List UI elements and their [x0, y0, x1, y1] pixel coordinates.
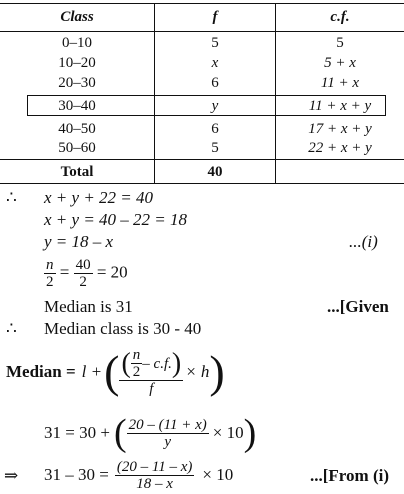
equation-y: y = 18 – x	[44, 232, 114, 251]
row-0-cf: 5	[336, 35, 344, 51]
fraction-numerator: 40	[75, 257, 91, 273]
times-ten: × 10	[212, 423, 244, 442]
table-header-rule	[0, 31, 404, 32]
row-2-f: 6	[211, 75, 219, 91]
total-label: Total	[60, 164, 94, 180]
fraction-denominator: f	[149, 381, 154, 397]
equals-sign: =	[59, 262, 70, 282]
equation-result: = 20	[96, 262, 128, 282]
header-cf: c.f.	[330, 9, 350, 25]
row-3-class: 30–40	[58, 98, 96, 114]
therefore-symbol-1: ∴	[6, 188, 17, 207]
given-reference: ...[Given	[327, 297, 389, 316]
formula-numerator: ( $\frac{n}{2}$ – c.f. )	[121, 347, 182, 380]
equation-xy: x + y = 40 – 22 = 18	[44, 210, 188, 229]
row-1-f: x	[211, 55, 219, 71]
final-fraction	[115, 459, 195, 492]
fraction-numerator: n	[46, 257, 54, 273]
formula-l: l +	[81, 362, 103, 381]
substitution-lhs: 31 = 30 +	[44, 423, 110, 442]
median-formula-label: Median =	[6, 362, 76, 381]
times-ten: × 10	[202, 465, 234, 484]
row-4-cf: 17 + x + y	[308, 121, 372, 137]
fraction-denominator: 2	[132, 364, 141, 380]
row-2-cf: 11 + x	[320, 75, 360, 91]
left-big-paren: (	[104, 346, 120, 397]
left-paren: (	[113, 412, 127, 454]
n-over-2-fraction	[44, 257, 56, 290]
table-bottom-rule	[0, 183, 404, 184]
equation-sum: x + y + 22 = 40	[44, 188, 154, 207]
row-3-cf: 11 + x + y	[308, 98, 372, 114]
from-i-reference: ...[From (i)	[310, 466, 389, 485]
fraction-denominator: y	[164, 433, 172, 450]
fraction-denominator: 2	[46, 274, 54, 290]
forty-over-2-fraction	[74, 257, 93, 290]
row-1-cf: 5 + x	[324, 55, 356, 71]
row-2-class: 20–30	[58, 75, 96, 91]
formula-times-h: × h	[185, 362, 210, 381]
formula-minus-cf: – c.f.	[142, 355, 172, 372]
row-4-f: 6	[211, 121, 219, 137]
fraction-numerator: (20 – 11 – x)	[116, 458, 193, 475]
row-0-class: 0–10	[62, 35, 92, 51]
n-over-2-equation	[44, 257, 128, 290]
final-equation	[44, 456, 233, 494]
frequency-table	[0, 0, 404, 184]
row-1-class: 10–20	[58, 55, 96, 71]
formula-n-over-2	[131, 347, 143, 380]
right-big-paren: )	[209, 346, 225, 397]
median-formula	[6, 344, 225, 400]
median-given-text: Median is 31	[44, 297, 133, 316]
therefore-symbol-2: ∴	[6, 319, 17, 338]
header-class: Class	[60, 9, 94, 25]
formula-main-fraction	[119, 347, 183, 397]
table-top-rule	[0, 3, 404, 4]
row-5-f: 5	[211, 140, 219, 156]
substitution-equation	[44, 410, 256, 456]
row-3-f: y	[211, 98, 219, 114]
table-total-rule	[0, 159, 404, 160]
median-class-text: Median class is 30 - 40	[44, 319, 202, 338]
final-lhs: 31 – 30 =	[44, 465, 109, 484]
right-paren: )	[243, 412, 257, 454]
fraction-numerator: 20 – (11 + x)	[128, 416, 207, 433]
fraction-denominator: 2	[79, 274, 87, 290]
row-5-class: 50–60	[58, 140, 96, 156]
total-value: 40	[207, 164, 223, 180]
fraction-denominator: 18 – x	[136, 475, 173, 492]
row-5-cf: 22 + x + y	[308, 140, 372, 156]
fraction-numerator: n	[132, 347, 141, 363]
equation-ref-i: ...(i)	[349, 232, 378, 251]
implies-symbol: ⇒	[4, 466, 19, 485]
header-f: f	[212, 9, 218, 25]
row-0-f: 5	[211, 35, 219, 51]
row-4-class: 40–50	[58, 121, 96, 137]
substitution-fraction	[127, 417, 209, 450]
